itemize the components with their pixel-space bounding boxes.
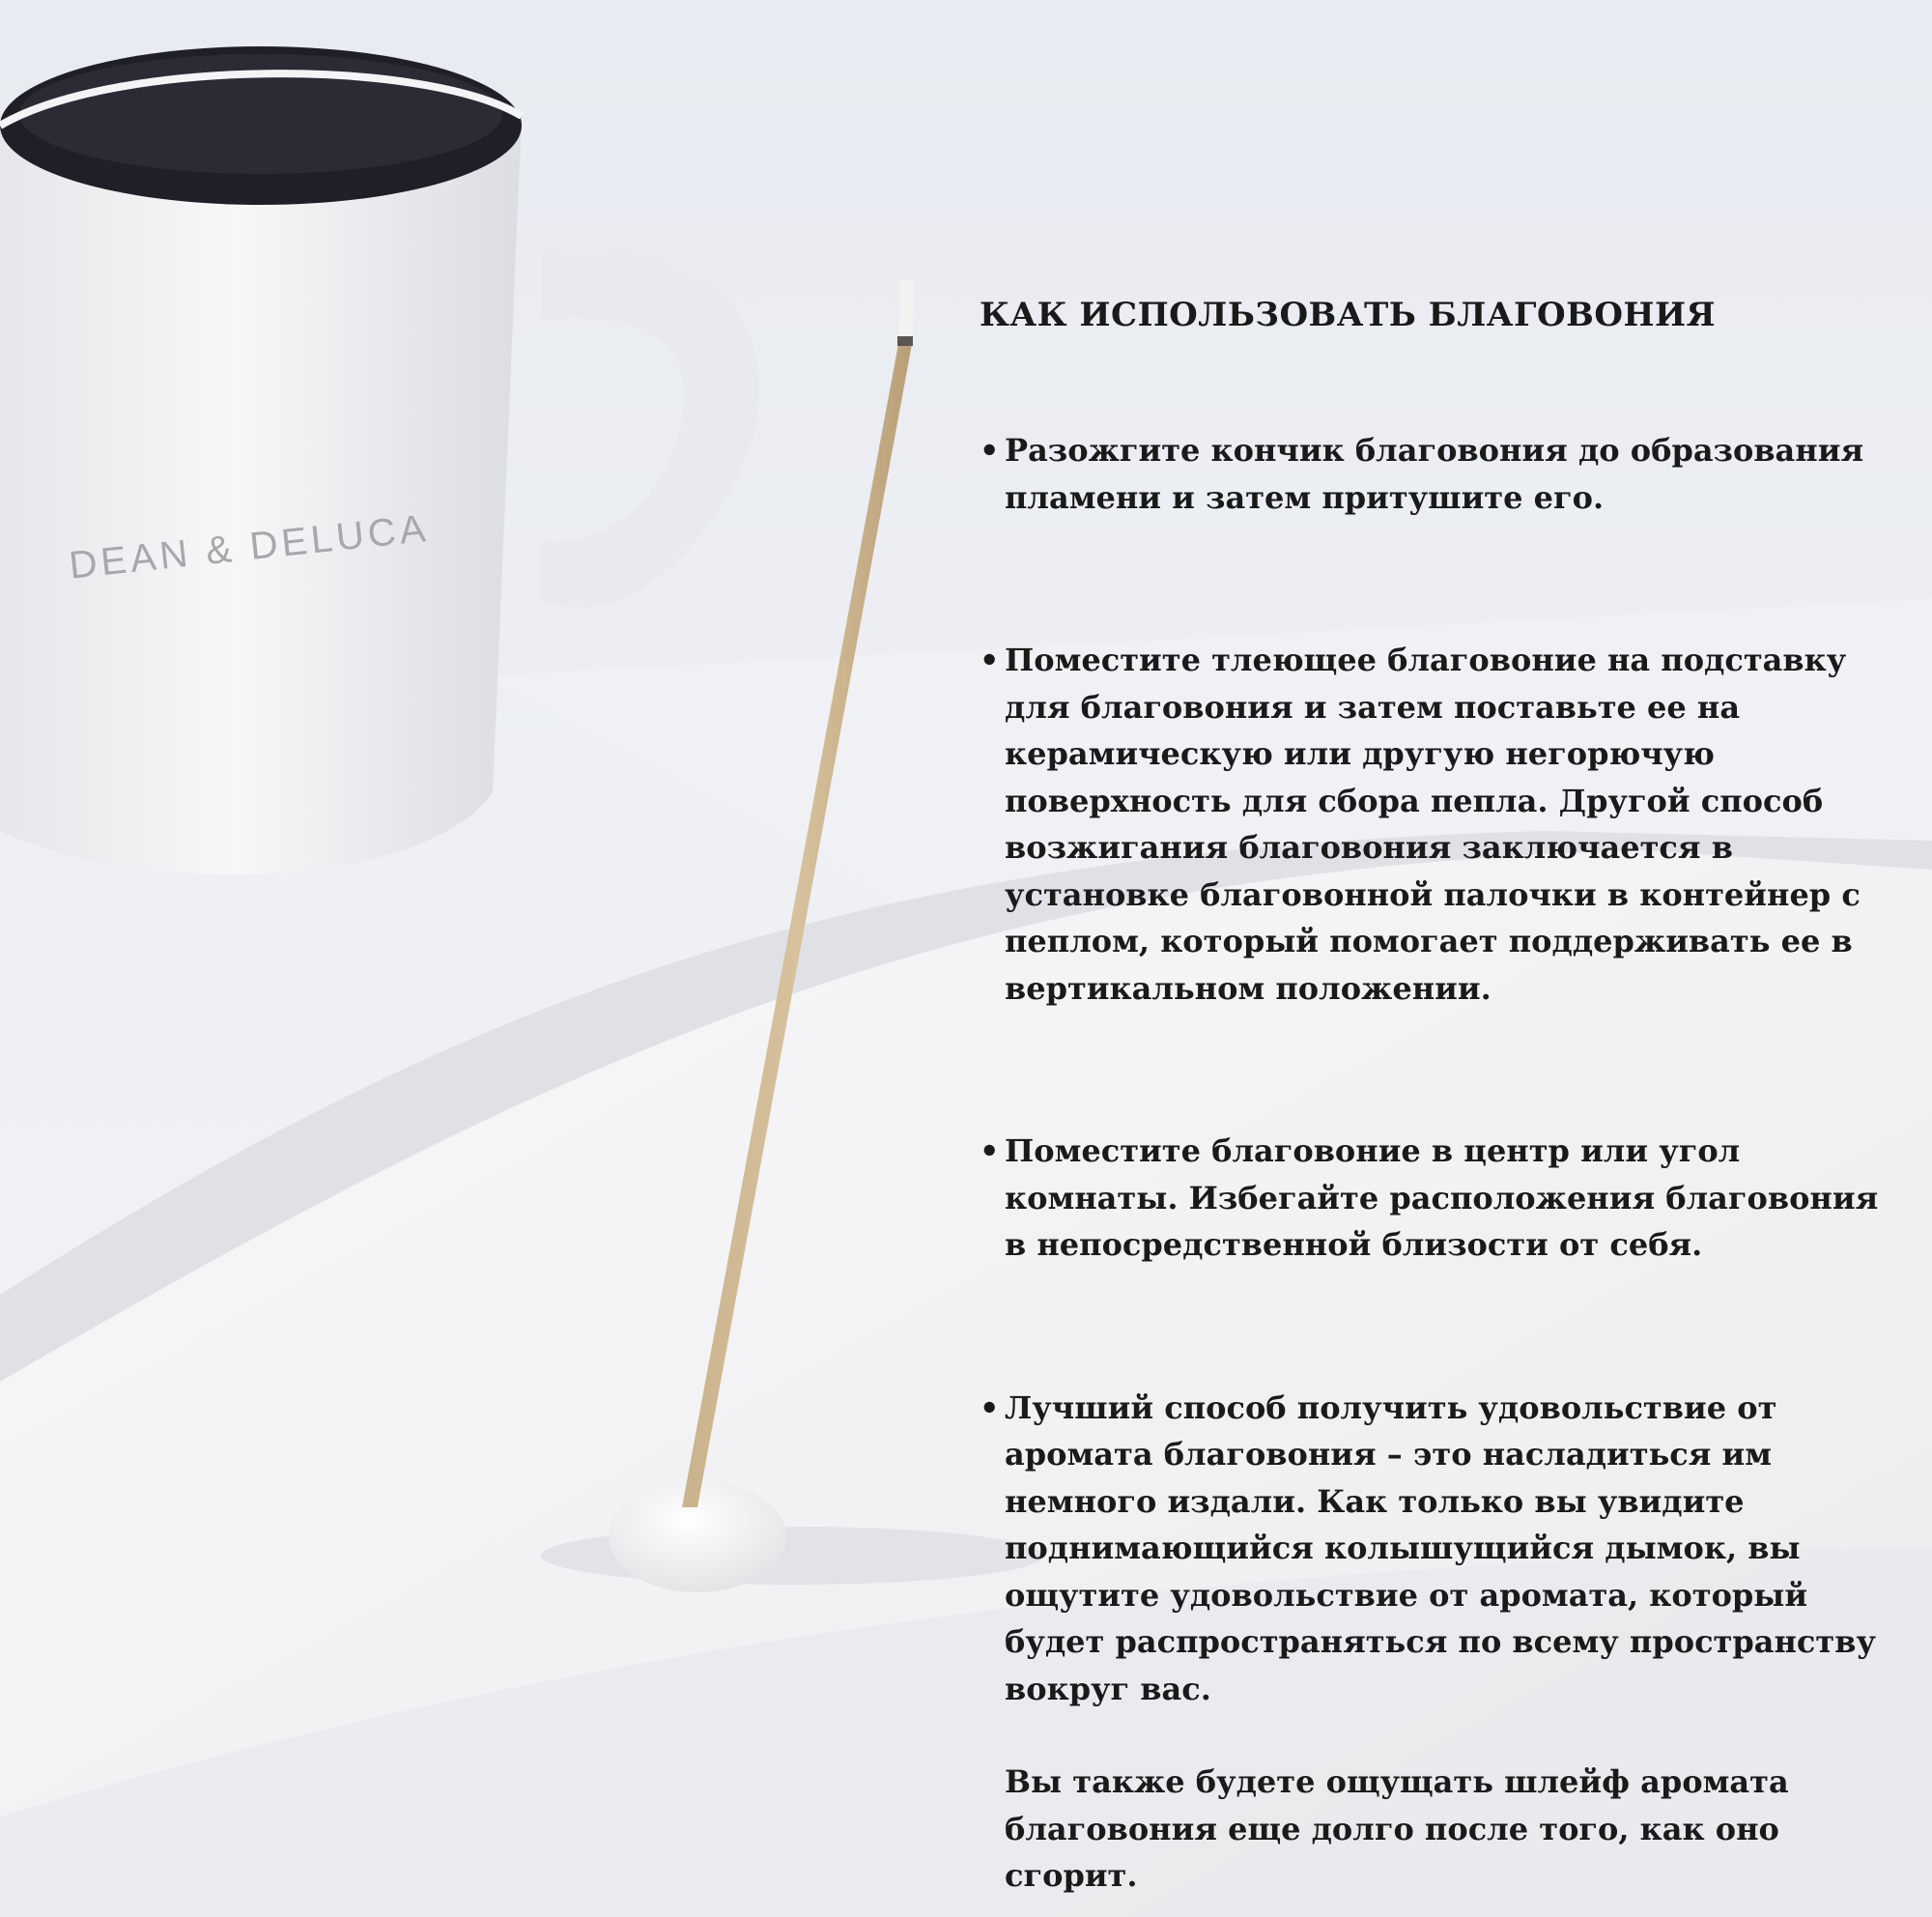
bullet-marker: • xyxy=(980,1388,1000,1426)
instructions-panel xyxy=(980,286,1888,1917)
list-item xyxy=(980,637,1888,1012)
list-item xyxy=(980,427,1888,521)
page-title: КАК ИСПОЛЬЗОВАТЬ БЛАГОВОНИЯ xyxy=(980,296,1717,334)
incense-ash-tip xyxy=(898,280,914,344)
closing-note: Вы также будете ощущать шлейф аромата благовония еще долго после того, как оно сгорит. xyxy=(1005,1763,1789,1894)
instruction-text: Поместите тлеющее благовоние на подставку для благовония и затем поставьте ее на керамическую или другую негорючую поверхность для сбора пепла. Другой способ возжигания благовония заключается в установке благовонной палочки в контейнер с пеплом, который помогает поддерживать ее в вертикальном положении. xyxy=(1005,642,1861,1007)
mug-brand-label: DEAN & DELUCA xyxy=(67,506,432,587)
instruction-text: Поместите благовоние в центр или угол комнаты. Избегайте расположения благовония в непосредственной близости от себя. xyxy=(1005,1132,1879,1263)
list-item xyxy=(980,1128,1888,1269)
instruction-text: Лучший способ получить удовольствие от аромата благовония – это насладиться им немного издали. Как только вы увидите поднимающийся колышущийся дымок, вы ощутите удовольствие от аромата, который будет распространяться по всему пространству вокруг вас. xyxy=(1005,1388,1876,1707)
list-item xyxy=(980,1385,1888,1713)
instruction-list xyxy=(980,427,1888,1712)
bullet-marker: • xyxy=(980,642,1000,678)
bullet-marker: • xyxy=(980,432,1000,469)
incense-ember xyxy=(897,336,913,346)
instruction-text: Разожгите кончик благовония до образования пламени и затем притушите его. xyxy=(1005,432,1864,516)
bullet-marker: • xyxy=(980,1132,1000,1169)
